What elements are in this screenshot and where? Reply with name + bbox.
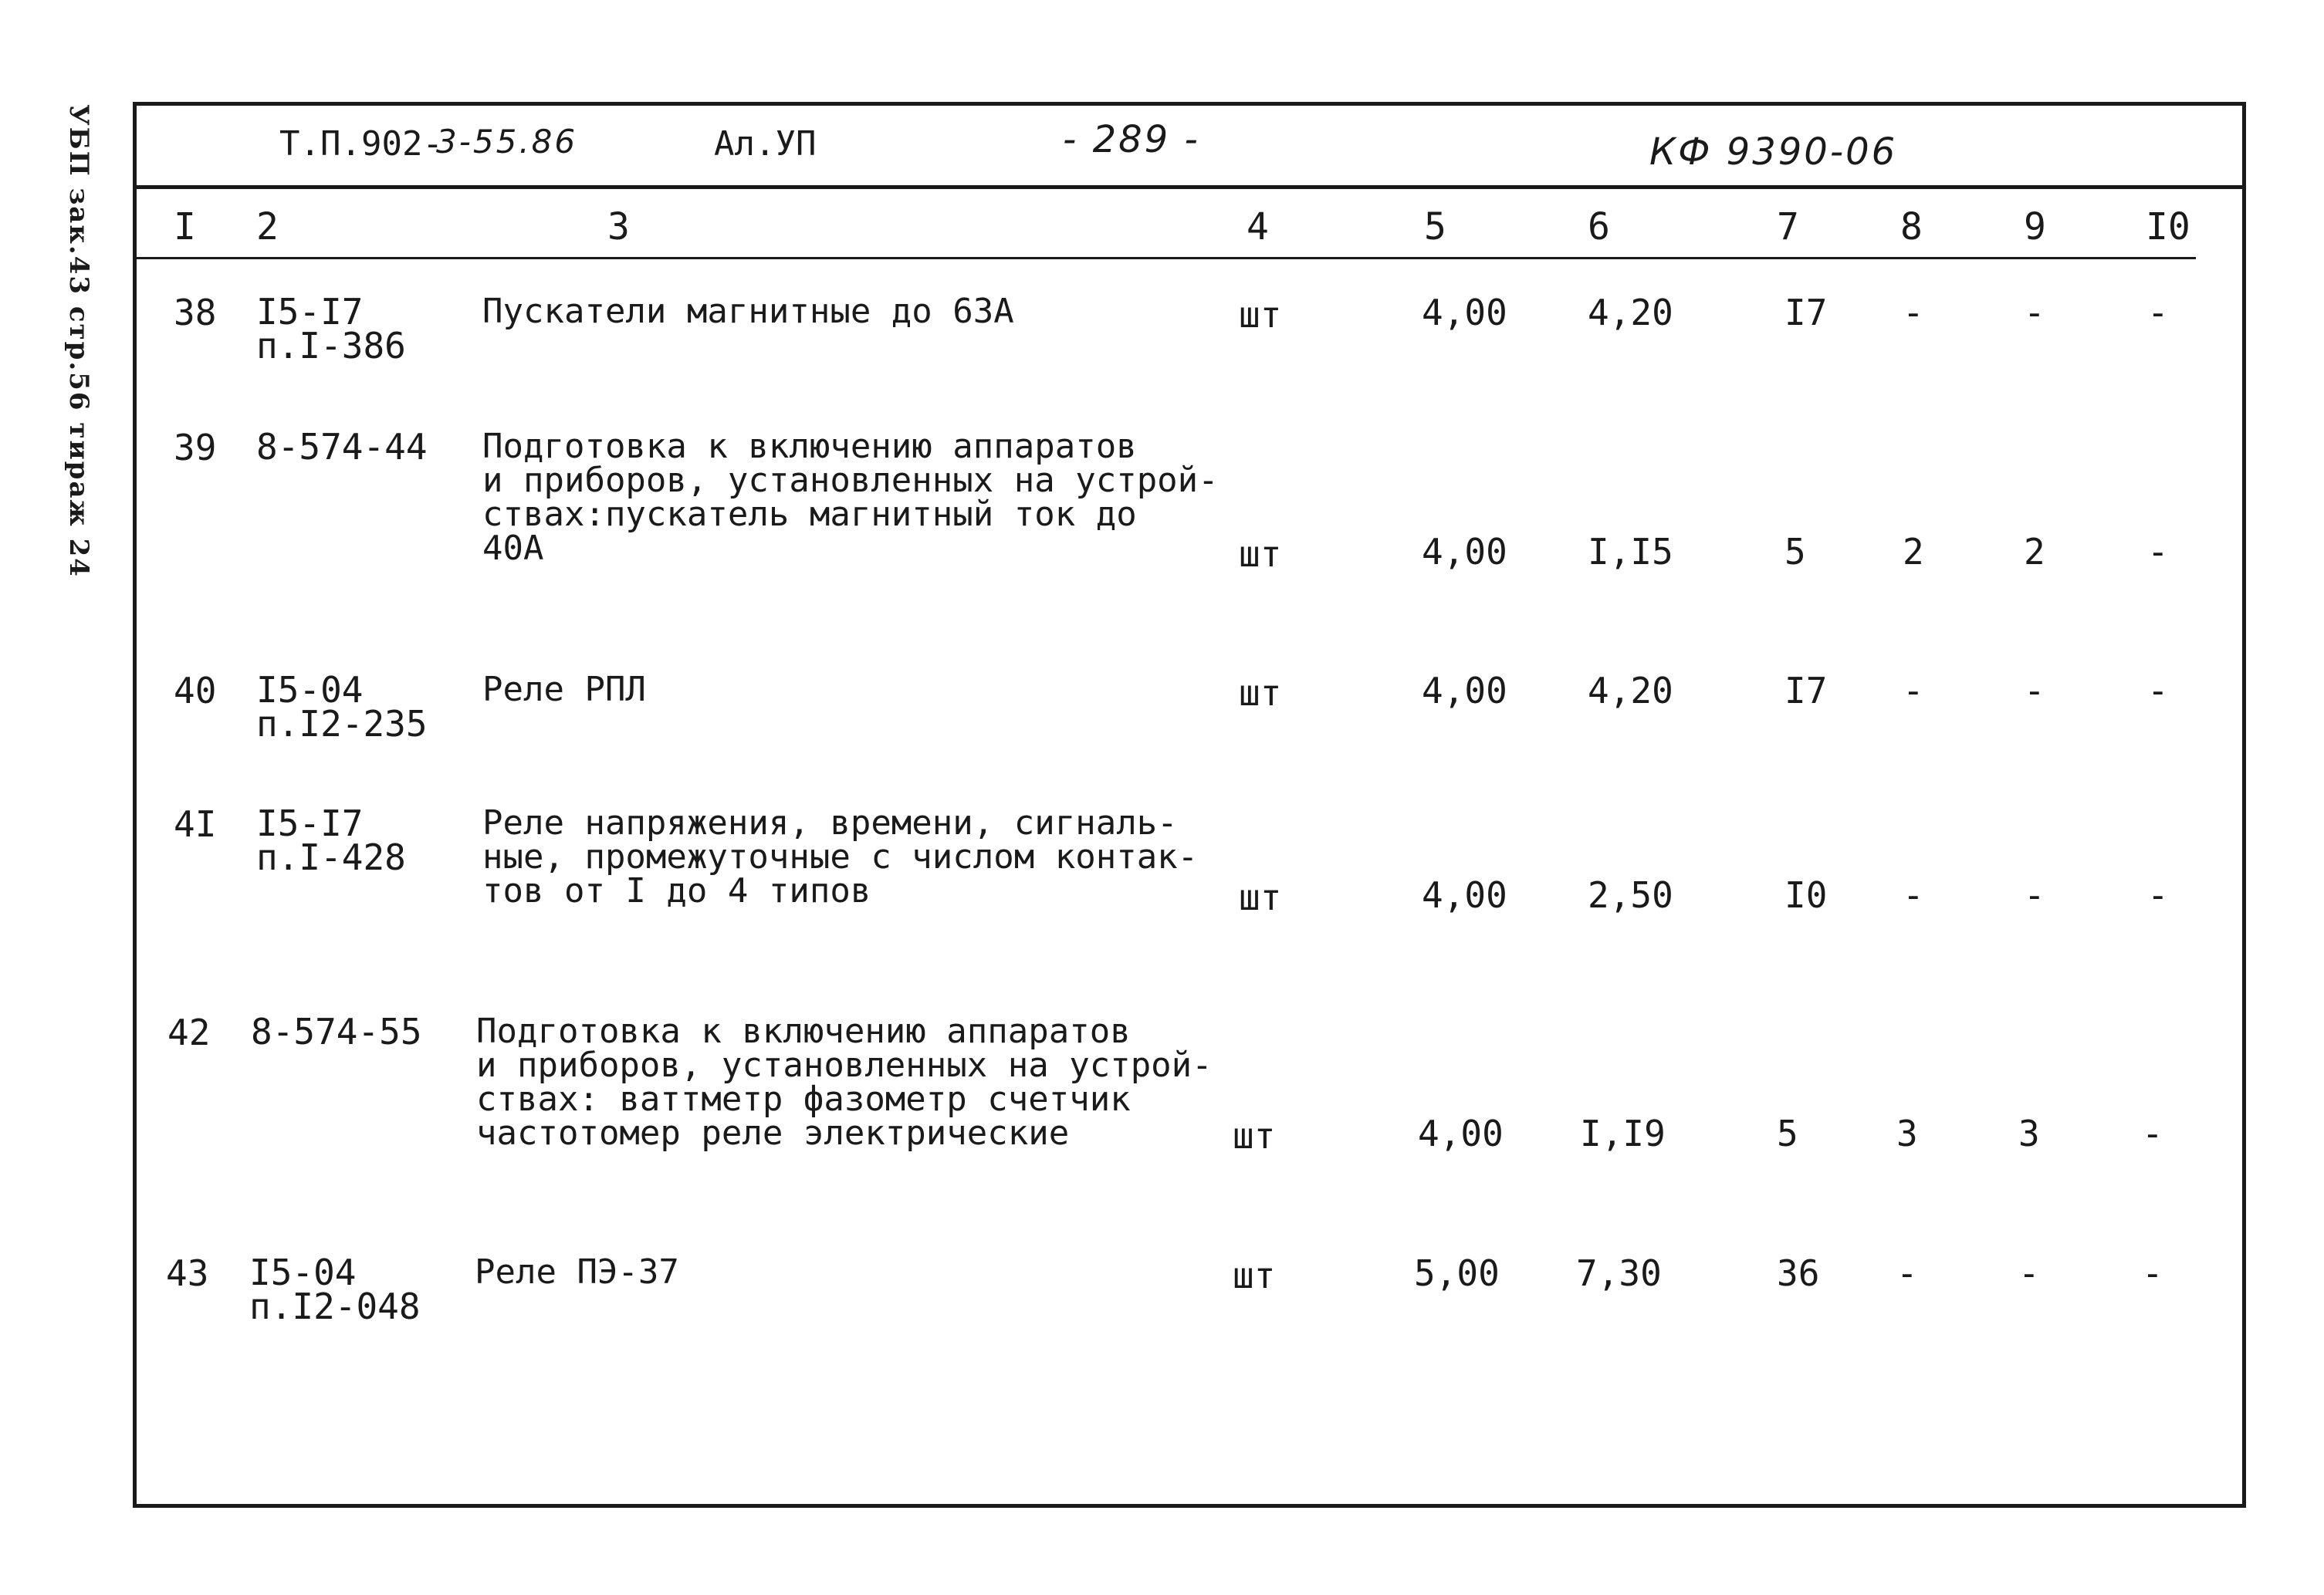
unit: шт — [1239, 294, 1282, 336]
norm-code: I5-I7 п.I-428 — [256, 803, 406, 878]
cell-col7: 5 — [1777, 1113, 1798, 1154]
column-header: 7 — [1777, 205, 1799, 248]
unit: шт — [1239, 672, 1282, 714]
unit: шт — [1233, 1115, 1276, 1157]
item-description: Подготовка к включению аппаратов и приборов, установленных на устрой- ствах:пускатель магнитный ток до 40А — [482, 427, 1219, 568]
cell-col10: - — [2147, 670, 2169, 711]
cell-col7: I0 — [1784, 874, 1828, 916]
column-header: I — [174, 205, 196, 248]
cell-col6: 4,20 — [1588, 292, 1673, 333]
row-number: 42 — [167, 1012, 211, 1053]
row-number: 43 — [166, 1252, 209, 1294]
cell-col7: 36 — [1777, 1252, 1820, 1294]
item-description: Реле РПЛ — [482, 670, 646, 709]
cell-col9: - — [2024, 874, 2045, 916]
column-header: 6 — [1588, 205, 1610, 248]
cell-col6: 4,20 — [1588, 670, 1673, 711]
cell-col7: I7 — [1784, 670, 1828, 711]
row-number: 4I — [174, 803, 217, 845]
column-header-divider — [137, 257, 2196, 259]
row-number: 40 — [174, 670, 217, 711]
cell-col9: - — [2024, 292, 2045, 333]
norm-code: 8-574-44 — [256, 426, 428, 468]
cell-col8: - — [1903, 874, 1924, 916]
cell-col10: - — [2147, 874, 2169, 916]
cell-col8: - — [1903, 670, 1924, 711]
cell-col9: 3 — [2018, 1113, 2040, 1154]
column-header: 4 — [1247, 205, 1269, 248]
cell-col9: - — [2024, 670, 2045, 711]
document-sheet — [133, 102, 2246, 1508]
norm-code: I5-I7 п.I-386 — [256, 291, 406, 367]
cell-col5: 5,00 — [1414, 1252, 1500, 1294]
norm-code: I5-04 п.I2-048 — [249, 1252, 421, 1327]
row-number: 39 — [174, 427, 217, 468]
cell-col7: 5 — [1784, 531, 1806, 573]
column-header: 3 — [607, 205, 630, 248]
cell-col8: - — [1896, 1252, 1918, 1294]
cell-col10: - — [2142, 1252, 2163, 1294]
unit: шт — [1239, 877, 1282, 918]
item-description: Пускатели магнитные до 63А — [482, 292, 1014, 331]
norm-code: I5-04 п.I2-235 — [256, 669, 428, 745]
doc-number-handwritten: 3-55.86 — [436, 123, 578, 161]
cell-col8: 2 — [1903, 531, 1924, 573]
cell-col10: - — [2142, 1113, 2163, 1154]
cell-col7: I7 — [1784, 292, 1828, 333]
cell-col10: - — [2147, 531, 2169, 573]
cell-col5: 4,00 — [1422, 292, 1507, 333]
column-header: I0 — [2146, 205, 2190, 248]
header-divider — [137, 185, 2242, 189]
cell-col9: 2 — [2024, 531, 2045, 573]
norm-code: 8-574-55 — [251, 1011, 422, 1053]
unit: шт — [1239, 533, 1282, 575]
column-header: 2 — [256, 205, 279, 248]
doc-number: Т.П.902- — [279, 124, 443, 164]
cell-col5: 4,00 — [1422, 874, 1507, 916]
unit: шт — [1233, 1255, 1276, 1296]
column-header: 5 — [1424, 205, 1446, 248]
cell-col5: 4,00 — [1418, 1113, 1504, 1154]
document-code: КФ 9390-06 — [1649, 130, 1898, 174]
cell-col6: 7,30 — [1576, 1252, 1662, 1294]
cell-col5: 4,00 — [1422, 670, 1507, 711]
cell-col6: 2,50 — [1588, 874, 1673, 916]
cell-col9: - — [2018, 1252, 2040, 1294]
item-description: Реле ПЭ-37 — [475, 1252, 679, 1292]
cell-col6: I,I9 — [1580, 1113, 1666, 1154]
cell-col8: 3 — [1896, 1113, 1918, 1154]
column-header: 9 — [2024, 205, 2046, 248]
cell-col6: I,I5 — [1588, 531, 1673, 573]
row-number: 38 — [174, 292, 217, 333]
item-description: Подготовка к включению аппаратов и приборов, установленных на устрой- ствах: ваттметр фазометр счетчик частотомер реле электрические — [476, 1012, 1213, 1153]
cell-col10: - — [2147, 292, 2169, 333]
side-stamp: УБП зак.43 стр.56 тираж 24 — [63, 104, 94, 578]
album-label: Ал.УП — [714, 124, 817, 164]
cell-col5: 4,00 — [1422, 531, 1507, 573]
item-description: Реле напряжения, времени, сигналь- ные, промежуточные с числом контак- тов от I до 4 типов — [482, 803, 1199, 911]
cell-col8: - — [1903, 292, 1924, 333]
page-number: - 289 - — [1063, 118, 1200, 161]
column-header: 8 — [1900, 205, 1923, 248]
